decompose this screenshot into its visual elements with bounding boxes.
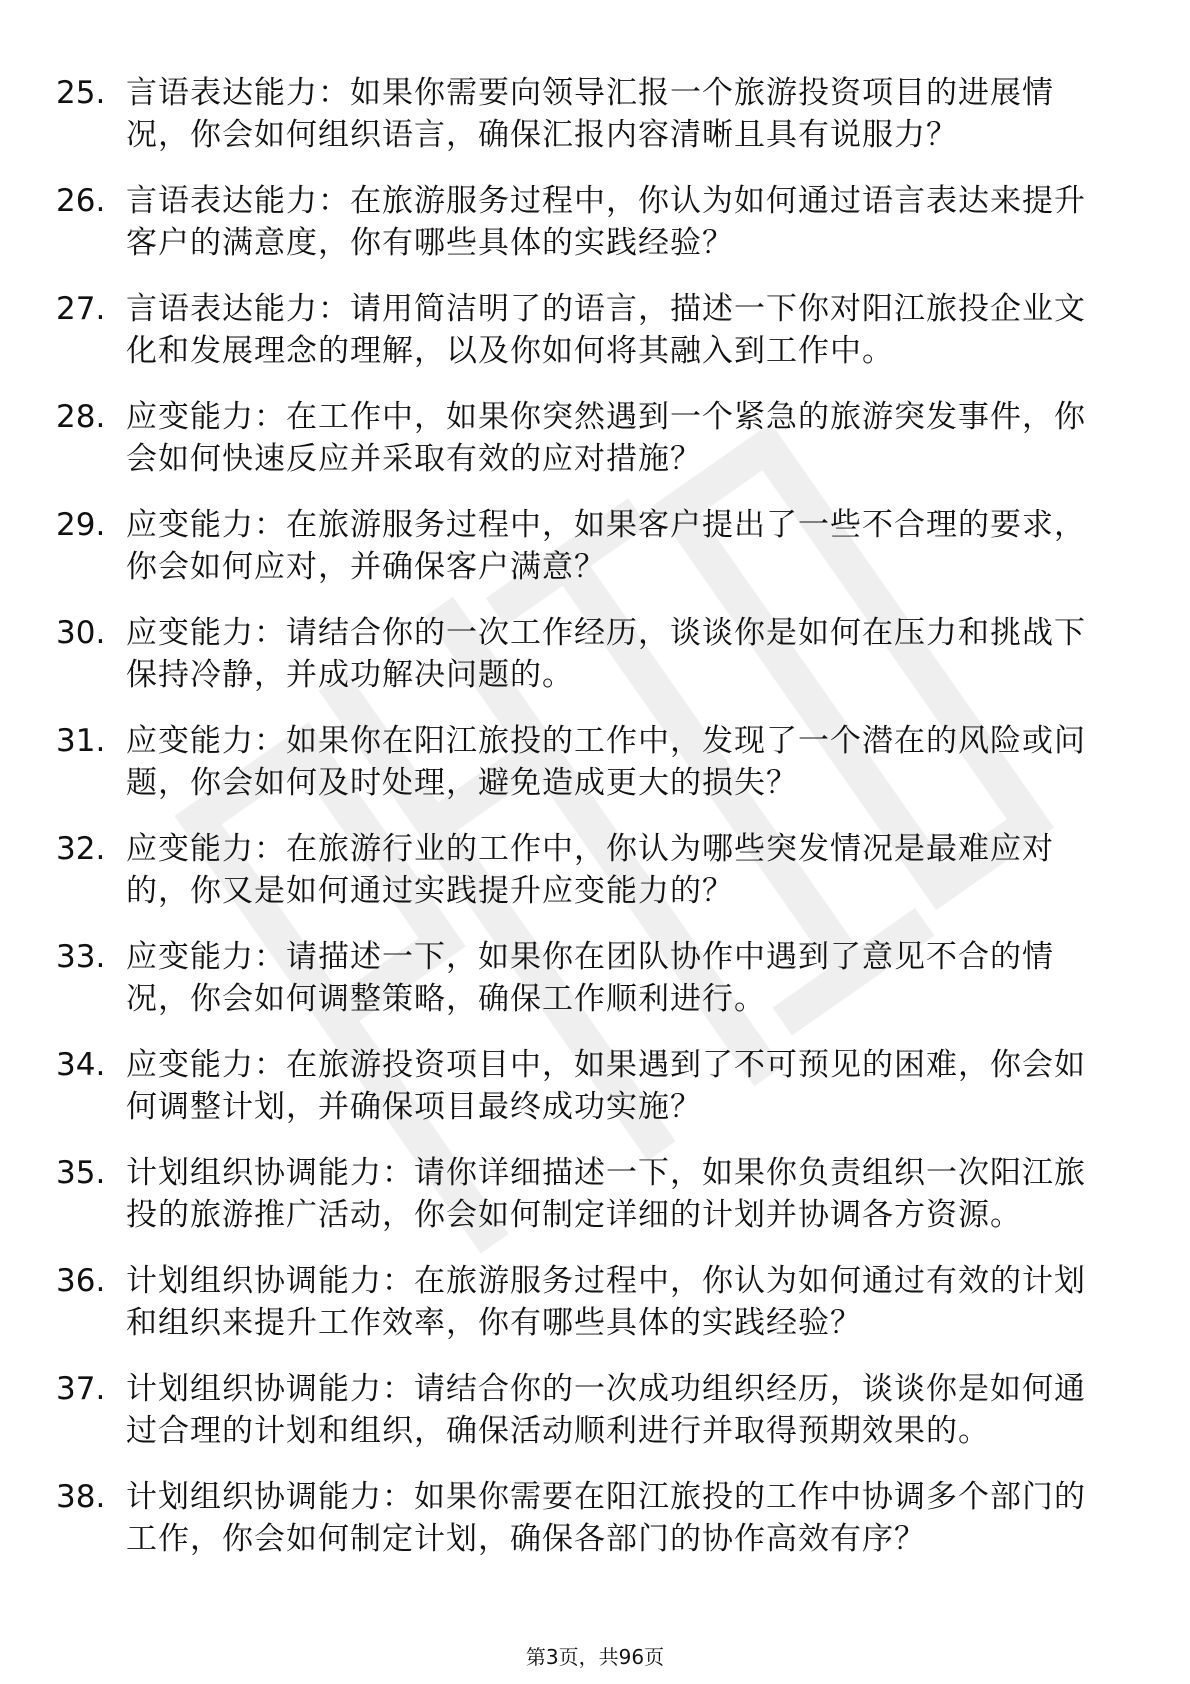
question-item-27: [56, 288, 1110, 372]
question-text: 应变能力：在旅游行业的工作中，你认为哪些突发情况是最难应对的，你又是如何通过实践提升应变能力的？: [126, 831, 1054, 909]
question-text: 应变能力：请描述一下，如果你在团队协作中遇到了意见不合的情况，你会如何调整策略，确保工作顺利进行。: [126, 939, 1054, 1017]
question-item-34: [56, 1044, 1110, 1128]
question-text: 应变能力：在工作中，如果你突然遇到一个紧急的旅游突发事件，你会如何快速反应并采取有效的应对措施？: [126, 399, 1086, 477]
question-number: 32.: [56, 831, 106, 867]
question-text: 言语表达能力：在旅游服务过程中，你认为如何通过语言表达来提升客户的满意度，你有哪些具体的实践经验？: [126, 183, 1086, 261]
question-item-30: [56, 612, 1110, 696]
question-item-37: [56, 1368, 1110, 1452]
question-text: 应变能力：如果你在阳江旅投的工作中，发现了一个潜在的风险或问题，你会如何及时处理，避免造成更大的损失？: [126, 723, 1086, 801]
question-number: 30.: [56, 615, 106, 651]
question-item-32: [56, 828, 1110, 912]
question-text: 计划组织协调能力：请结合你的一次成功组织经历，谈谈你是如何通过合理的计划和组织，确保活动顺利进行并取得预期效果的。: [126, 1371, 1086, 1449]
question-item-29: [56, 504, 1110, 588]
question-number: 25.: [56, 75, 106, 111]
question-item-38: [56, 1476, 1110, 1560]
page-footer: [0, 1644, 1190, 1670]
question-number: 33.: [56, 939, 106, 975]
question-item-31: [56, 720, 1110, 804]
question-number: 29.: [56, 507, 106, 543]
question-number: 31.: [56, 723, 106, 759]
question-text: 应变能力：在旅游投资项目中，如果遇到了不可预见的困难，你会如何调整计划，并确保项目最终成功实施？: [126, 1047, 1086, 1125]
question-number: 37.: [56, 1371, 106, 1407]
question-list: [56, 72, 1110, 1584]
question-text: 应变能力：在旅游服务过程中，如果客户提出了一些不合理的要求，你会如何应对，并确保客户满意？: [126, 507, 1086, 585]
question-text: 应变能力：请结合你的一次工作经历，谈谈你是如何在压力和挑战下保持冷静，并成功解决问题的。: [126, 615, 1086, 693]
question-item-28: [56, 396, 1110, 480]
question-item-33: [56, 936, 1110, 1020]
question-item-36: [56, 1260, 1110, 1344]
page-number-label: 第3页，共96页: [525, 1645, 665, 1669]
question-item-26: [56, 180, 1110, 264]
question-item-25: [56, 72, 1110, 156]
question-number: 35.: [56, 1155, 106, 1191]
question-number: 36.: [56, 1263, 106, 1299]
question-text: 计划组织协调能力：在旅游服务过程中，你认为如何通过有效的计划和组织来提升工作效率，你有哪些具体的实践经验？: [126, 1263, 1086, 1341]
question-number: 38.: [56, 1479, 106, 1515]
question-number: 26.: [56, 183, 106, 219]
question-text: 言语表达能力：请用简洁明了的语言，描述一下你对阳江旅投企业文化和发展理念的理解，以及你如何将其融入到工作中。: [126, 291, 1086, 369]
question-number: 28.: [56, 399, 106, 435]
question-number: 34.: [56, 1047, 106, 1083]
question-number: 27.: [56, 291, 106, 327]
question-text: 计划组织协调能力：如果你需要在阳江旅投的工作中协调多个部门的工作，你会如何制定计划，确保各部门的协作高效有序？: [126, 1479, 1086, 1557]
question-text: 言语表达能力：如果你需要向领导汇报一个旅游投资项目的进展情况，你会如何组织语言，确保汇报内容清晰且具有说服力？: [126, 75, 1054, 153]
question-text: 计划组织协调能力：请你详细描述一下，如果你负责组织一次阳江旅投的旅游推广活动，你会如何制定详细的计划并协调各方资源。: [126, 1155, 1086, 1233]
question-item-35: [56, 1152, 1110, 1236]
